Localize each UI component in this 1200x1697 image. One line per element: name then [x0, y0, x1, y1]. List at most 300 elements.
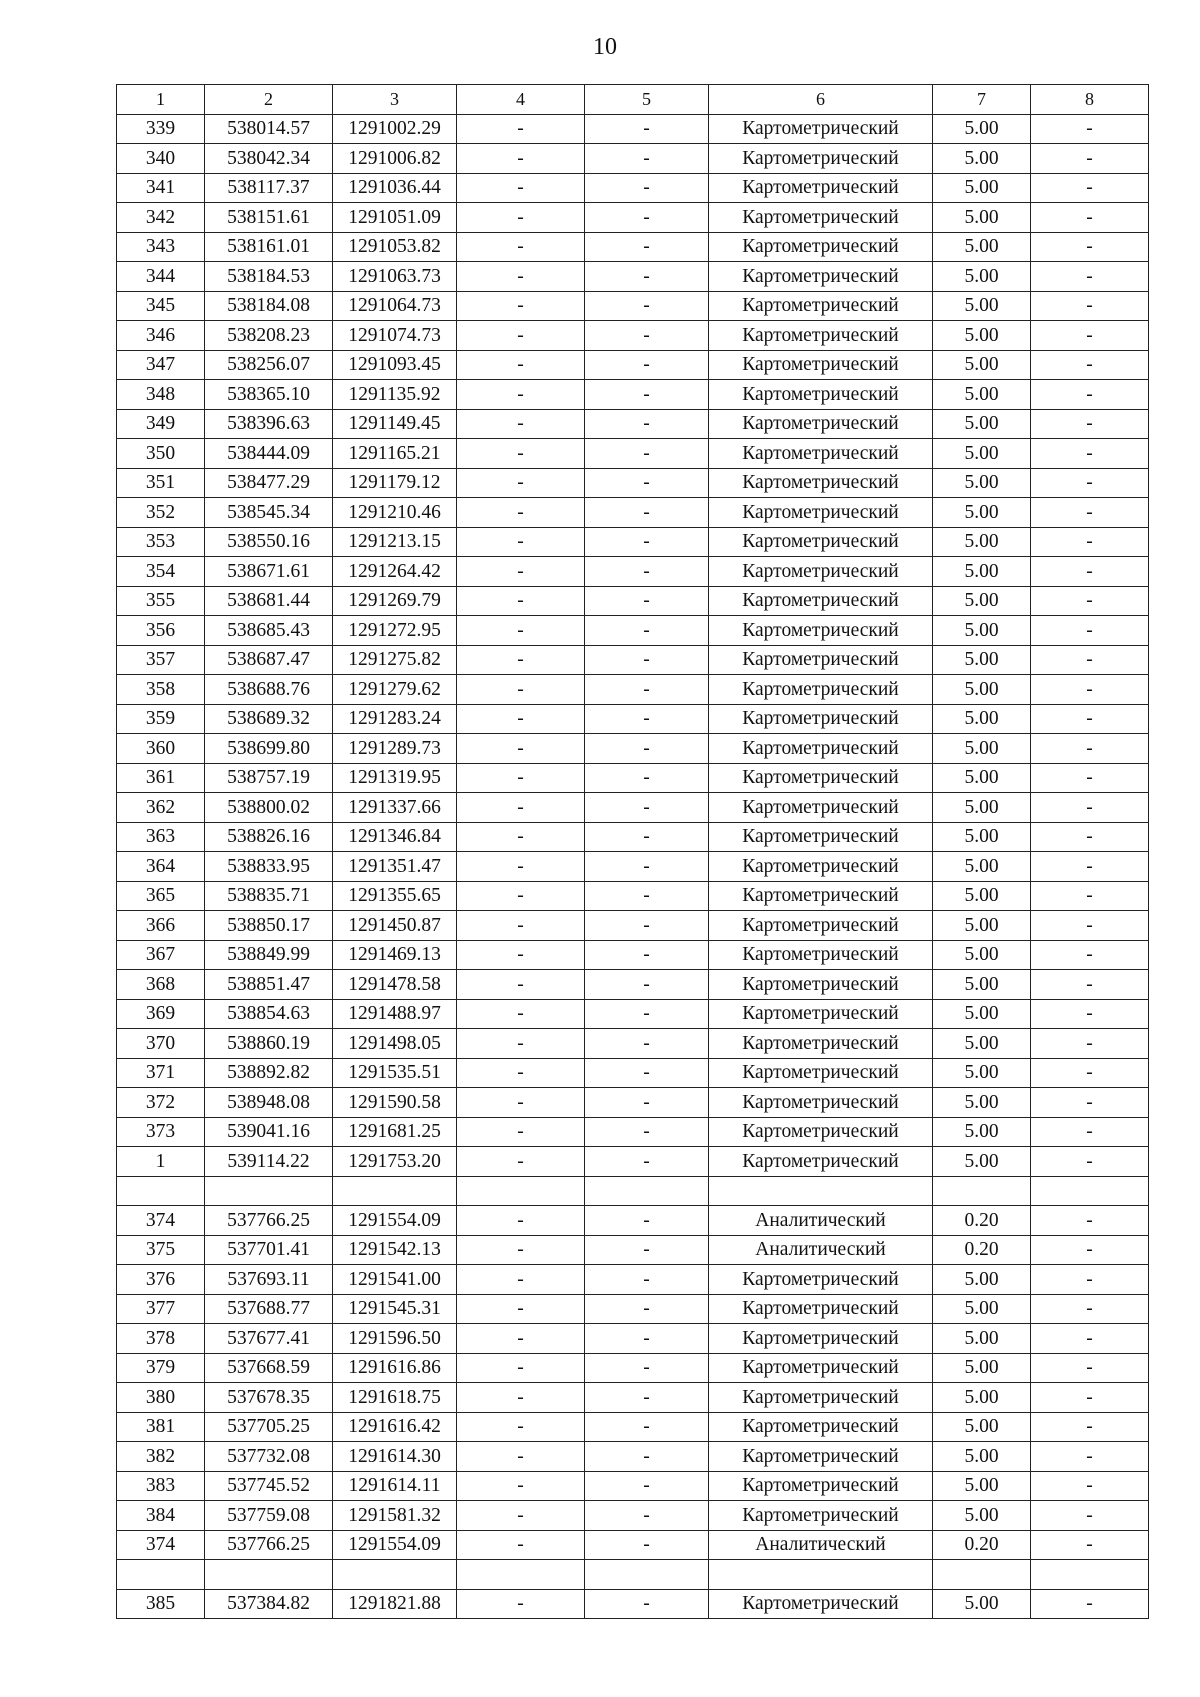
column-header: 8: [1031, 85, 1149, 115]
col8-cell: -: [1031, 1058, 1149, 1088]
accuracy-cell: 5.00: [933, 1147, 1031, 1177]
accuracy-cell: 5.00: [933, 321, 1031, 351]
x-coordinate-cell: 537705.25: [205, 1412, 333, 1442]
y-coordinate-cell: 1291618.75: [333, 1383, 457, 1413]
method-cell: Картометрический: [709, 1589, 933, 1619]
y-coordinate-cell: 1291541.00: [333, 1265, 457, 1295]
col8-cell: -: [1031, 940, 1149, 970]
page-number: 10: [593, 34, 617, 60]
column-header: 3: [333, 85, 457, 115]
table-row: [117, 1294, 1149, 1324]
accuracy-cell: 5.00: [933, 498, 1031, 528]
x-coordinate-cell: 538208.23: [205, 321, 333, 351]
point-number-cell: 374: [117, 1206, 205, 1236]
col4-cell: -: [457, 616, 585, 646]
col4-cell: -: [457, 1117, 585, 1147]
col8-cell: [1031, 1560, 1149, 1590]
accuracy-cell: 5.00: [933, 793, 1031, 823]
method-cell: [709, 1560, 933, 1590]
col4-cell: -: [457, 1147, 585, 1177]
method-cell: Картометрический: [709, 1383, 933, 1413]
y-coordinate-cell: 1291821.88: [333, 1589, 457, 1619]
x-coordinate-cell: 538835.71: [205, 881, 333, 911]
col4-cell: -: [457, 439, 585, 469]
col8-cell: -: [1031, 852, 1149, 882]
col8-cell: -: [1031, 1324, 1149, 1354]
table-row: [117, 439, 1149, 469]
y-coordinate-cell: 1291093.45: [333, 350, 457, 380]
point-number-cell: 348: [117, 380, 205, 410]
accuracy-cell: 5.00: [933, 380, 1031, 410]
col5-cell: -: [585, 675, 709, 705]
accuracy-cell: 5.00: [933, 1088, 1031, 1118]
method-cell: Картометрический: [709, 1442, 933, 1472]
y-coordinate-cell: 1291213.15: [333, 527, 457, 557]
col4-cell: -: [457, 1501, 585, 1531]
x-coordinate-cell: 538184.08: [205, 291, 333, 321]
y-coordinate-cell: 1291616.42: [333, 1412, 457, 1442]
col4-cell: -: [457, 675, 585, 705]
col8-cell: -: [1031, 1353, 1149, 1383]
y-coordinate-cell: 1291289.73: [333, 734, 457, 764]
y-coordinate-cell: 1291596.50: [333, 1324, 457, 1354]
col8-cell: -: [1031, 262, 1149, 292]
col4-cell: -: [457, 763, 585, 793]
x-coordinate-cell: 538151.61: [205, 203, 333, 233]
accuracy-cell: 0.20: [933, 1530, 1031, 1560]
method-cell: Картометрический: [709, 645, 933, 675]
y-coordinate-cell: 1291149.45: [333, 409, 457, 439]
point-number-cell: 339: [117, 114, 205, 144]
method-cell: Картометрический: [709, 675, 933, 705]
column-header: 1: [117, 85, 205, 115]
table-row: [117, 114, 1149, 144]
col8-cell: [1031, 1176, 1149, 1206]
accuracy-cell: 5.00: [933, 763, 1031, 793]
point-number-cell: 345: [117, 291, 205, 321]
method-cell: Картометрический: [709, 350, 933, 380]
point-number-cell: 355: [117, 586, 205, 616]
table-row: [117, 1235, 1149, 1265]
accuracy-cell: 5.00: [933, 616, 1031, 646]
y-coordinate-cell: 1291272.95: [333, 616, 457, 646]
accuracy-cell: 5.00: [933, 527, 1031, 557]
y-coordinate-cell: 1291346.84: [333, 822, 457, 852]
y-coordinate-cell: 1291006.82: [333, 144, 457, 174]
x-coordinate-cell: 538688.76: [205, 675, 333, 705]
table-row: [117, 852, 1149, 882]
method-cell: Картометрический: [709, 291, 933, 321]
table-row: [117, 1117, 1149, 1147]
accuracy-cell: 5.00: [933, 999, 1031, 1029]
col4-cell: -: [457, 144, 585, 174]
col4-cell: -: [457, 1235, 585, 1265]
col4-cell: -: [457, 114, 585, 144]
col4-cell: -: [457, 911, 585, 941]
col8-cell: -: [1031, 1530, 1149, 1560]
table-row: [117, 940, 1149, 970]
table-row: [117, 1471, 1149, 1501]
point-number-cell: 342: [117, 203, 205, 233]
coordinates-table: [116, 84, 1149, 1619]
point-number-cell: 356: [117, 616, 205, 646]
col5-cell: -: [585, 793, 709, 823]
accuracy-cell: 5.00: [933, 144, 1031, 174]
method-cell: Картометрический: [709, 793, 933, 823]
x-coordinate-cell: 538685.43: [205, 616, 333, 646]
point-number-cell: 385: [117, 1589, 205, 1619]
table-row: [117, 409, 1149, 439]
point-number-cell: 376: [117, 1265, 205, 1295]
table-row: [117, 793, 1149, 823]
col5-cell: -: [585, 1324, 709, 1354]
col4-cell: -: [457, 203, 585, 233]
method-cell: Картометрический: [709, 763, 933, 793]
col5-cell: -: [585, 1353, 709, 1383]
col4-cell: -: [457, 1589, 585, 1619]
method-cell: Аналитический: [709, 1530, 933, 1560]
method-cell: Картометрический: [709, 1117, 933, 1147]
col5-cell: -: [585, 1530, 709, 1560]
point-number-cell: 346: [117, 321, 205, 351]
x-coordinate-cell: [205, 1176, 333, 1206]
y-coordinate-cell: 1291542.13: [333, 1235, 457, 1265]
method-cell: Картометрический: [709, 262, 933, 292]
x-coordinate-cell: 538849.99: [205, 940, 333, 970]
x-coordinate-cell: 538117.37: [205, 173, 333, 203]
method-cell: Картометрический: [709, 704, 933, 734]
accuracy-cell: 5.00: [933, 1412, 1031, 1442]
point-number-cell: 360: [117, 734, 205, 764]
point-number-cell: 381: [117, 1412, 205, 1442]
col4-cell: -: [457, 262, 585, 292]
col4-cell: -: [457, 1442, 585, 1472]
x-coordinate-cell: 538042.34: [205, 144, 333, 174]
point-number-cell: 377: [117, 1294, 205, 1324]
col5-cell: -: [585, 1117, 709, 1147]
table-row: [117, 203, 1149, 233]
accuracy-cell: 5.00: [933, 1117, 1031, 1147]
x-coordinate-cell: 538833.95: [205, 852, 333, 882]
y-coordinate-cell: 1291002.29: [333, 114, 457, 144]
col8-cell: -: [1031, 586, 1149, 616]
accuracy-cell: 5.00: [933, 350, 1031, 380]
col8-cell: -: [1031, 675, 1149, 705]
col8-cell: -: [1031, 1383, 1149, 1413]
col4-cell: -: [457, 1206, 585, 1236]
col8-cell: -: [1031, 1412, 1149, 1442]
table-row: [117, 350, 1149, 380]
col4-cell: -: [457, 1294, 585, 1324]
col5-cell: -: [585, 1088, 709, 1118]
col4-cell: -: [457, 468, 585, 498]
y-coordinate-cell: 1291554.09: [333, 1206, 457, 1236]
x-coordinate-cell: 538892.82: [205, 1058, 333, 1088]
method-cell: Картометрический: [709, 439, 933, 469]
point-number-cell: 358: [117, 675, 205, 705]
col4-cell: -: [457, 291, 585, 321]
col4-cell: -: [457, 645, 585, 675]
y-coordinate-cell: 1291614.11: [333, 1471, 457, 1501]
y-coordinate-cell: 1291450.87: [333, 911, 457, 941]
table-row: [117, 675, 1149, 705]
point-number-cell: 373: [117, 1117, 205, 1147]
col8-cell: -: [1031, 380, 1149, 410]
x-coordinate-cell: 537677.41: [205, 1324, 333, 1354]
y-coordinate-cell: 1291469.13: [333, 940, 457, 970]
y-coordinate-cell: 1291135.92: [333, 380, 457, 410]
point-number-cell: 352: [117, 498, 205, 528]
y-coordinate-cell: 1291279.62: [333, 675, 457, 705]
col4-cell: -: [457, 527, 585, 557]
col5-cell: -: [585, 822, 709, 852]
point-number-cell: 365: [117, 881, 205, 911]
col5-cell: -: [585, 527, 709, 557]
accuracy-cell: 5.00: [933, 1029, 1031, 1059]
col8-cell: -: [1031, 439, 1149, 469]
point-number-cell: 357: [117, 645, 205, 675]
y-coordinate-cell: 1291165.21: [333, 439, 457, 469]
col5-cell: -: [585, 291, 709, 321]
table-row: [117, 144, 1149, 174]
x-coordinate-cell: 538800.02: [205, 793, 333, 823]
method-cell: Картометрический: [709, 1501, 933, 1531]
accuracy-cell: 5.00: [933, 262, 1031, 292]
accuracy-cell: 5.00: [933, 114, 1031, 144]
point-number-cell: 343: [117, 232, 205, 262]
accuracy-cell: 5.00: [933, 1501, 1031, 1531]
y-coordinate-cell: 1291614.30: [333, 1442, 457, 1472]
y-coordinate-cell: 1291351.47: [333, 852, 457, 882]
x-coordinate-cell: 538365.10: [205, 380, 333, 410]
col5-cell: -: [585, 911, 709, 941]
col4-cell: -: [457, 1383, 585, 1413]
table-row: [117, 734, 1149, 764]
point-number-cell: 1: [117, 1147, 205, 1177]
method-cell: Аналитический: [709, 1235, 933, 1265]
table-row: [117, 1088, 1149, 1118]
col5-cell: -: [585, 350, 709, 380]
point-number-cell: 367: [117, 940, 205, 970]
table-row: [117, 468, 1149, 498]
table-row: [117, 999, 1149, 1029]
point-number-cell: 370: [117, 1029, 205, 1059]
col5-cell: -: [585, 881, 709, 911]
col5-cell: -: [585, 1265, 709, 1295]
col8-cell: -: [1031, 822, 1149, 852]
method-cell: Картометрический: [709, 1353, 933, 1383]
table-row: [117, 1412, 1149, 1442]
x-coordinate-cell: 537745.52: [205, 1471, 333, 1501]
col5-cell: -: [585, 380, 709, 410]
col5-cell: -: [585, 852, 709, 882]
accuracy-cell: 5.00: [933, 232, 1031, 262]
col4-cell: -: [457, 1412, 585, 1442]
point-number-cell: 374: [117, 1530, 205, 1560]
col8-cell: -: [1031, 1471, 1149, 1501]
x-coordinate-cell: 538550.16: [205, 527, 333, 557]
x-coordinate-cell: 538396.63: [205, 409, 333, 439]
table-row: [117, 645, 1149, 675]
col8-cell: -: [1031, 1206, 1149, 1236]
method-cell: Картометрический: [709, 1412, 933, 1442]
col8-cell: -: [1031, 498, 1149, 528]
col4-cell: -: [457, 734, 585, 764]
point-number-cell: 350: [117, 439, 205, 469]
accuracy-cell: 5.00: [933, 557, 1031, 587]
x-coordinate-cell: 537759.08: [205, 1501, 333, 1531]
col8-cell: -: [1031, 1294, 1149, 1324]
col5-cell: -: [585, 144, 709, 174]
point-number-cell: 364: [117, 852, 205, 882]
col8-cell: -: [1031, 173, 1149, 203]
col4-cell: -: [457, 704, 585, 734]
accuracy-cell: 5.00: [933, 1353, 1031, 1383]
column-header: 7: [933, 85, 1031, 115]
x-coordinate-cell: 537384.82: [205, 1589, 333, 1619]
col8-cell: -: [1031, 321, 1149, 351]
col4-cell: -: [457, 409, 585, 439]
y-coordinate-cell: 1291554.09: [333, 1530, 457, 1560]
col4-cell: -: [457, 380, 585, 410]
col4-cell: -: [457, 232, 585, 262]
point-number-cell: 351: [117, 468, 205, 498]
table-row: [117, 557, 1149, 587]
x-coordinate-cell: 538851.47: [205, 970, 333, 1000]
col5-cell: -: [585, 1235, 709, 1265]
column-header: 5: [585, 85, 709, 115]
col5-cell: -: [585, 262, 709, 292]
method-cell: Картометрический: [709, 1058, 933, 1088]
method-cell: Картометрический: [709, 114, 933, 144]
point-number-cell: 371: [117, 1058, 205, 1088]
col5-cell: -: [585, 704, 709, 734]
col8-cell: -: [1031, 704, 1149, 734]
col8-cell: -: [1031, 1147, 1149, 1177]
col8-cell: -: [1031, 232, 1149, 262]
table-row: [117, 380, 1149, 410]
col8-cell: -: [1031, 291, 1149, 321]
point-number-cell: 368: [117, 970, 205, 1000]
col4-cell: -: [457, 793, 585, 823]
col5-cell: -: [585, 1294, 709, 1324]
table-row: [117, 1029, 1149, 1059]
col5-cell: -: [585, 173, 709, 203]
table-row: [117, 1265, 1149, 1295]
point-number-cell: 378: [117, 1324, 205, 1354]
accuracy-cell: [933, 1176, 1031, 1206]
table-row: [117, 1383, 1149, 1413]
table-row: [117, 498, 1149, 528]
col5-cell: -: [585, 409, 709, 439]
x-coordinate-cell: 537732.08: [205, 1442, 333, 1472]
x-coordinate-cell: 537688.77: [205, 1294, 333, 1324]
method-cell: Картометрический: [709, 557, 933, 587]
col5-cell: -: [585, 1471, 709, 1501]
x-coordinate-cell: 537668.59: [205, 1353, 333, 1383]
accuracy-cell: 5.00: [933, 1324, 1031, 1354]
table-row: [117, 321, 1149, 351]
y-coordinate-cell: 1291053.82: [333, 232, 457, 262]
point-number-cell: 363: [117, 822, 205, 852]
accuracy-cell: 0.20: [933, 1206, 1031, 1236]
y-coordinate-cell: 1291681.25: [333, 1117, 457, 1147]
col8-cell: -: [1031, 911, 1149, 941]
x-coordinate-cell: 538948.08: [205, 1088, 333, 1118]
y-coordinate-cell: 1291498.05: [333, 1029, 457, 1059]
col8-cell: -: [1031, 645, 1149, 675]
col4-cell: -: [457, 999, 585, 1029]
method-cell: Картометрический: [709, 203, 933, 233]
accuracy-cell: 5.00: [933, 911, 1031, 941]
point-number-cell: 362: [117, 793, 205, 823]
col8-cell: -: [1031, 114, 1149, 144]
point-number-cell: 383: [117, 1471, 205, 1501]
point-number-cell: 340: [117, 144, 205, 174]
point-number-cell: 380: [117, 1383, 205, 1413]
method-cell: Картометрический: [709, 1147, 933, 1177]
point-number-cell: 369: [117, 999, 205, 1029]
accuracy-cell: 5.00: [933, 940, 1031, 970]
method-cell: Картометрический: [709, 586, 933, 616]
table-row: [117, 763, 1149, 793]
table-row: [117, 704, 1149, 734]
y-coordinate-cell: 1291535.51: [333, 1058, 457, 1088]
x-coordinate-cell: 538545.34: [205, 498, 333, 528]
col8-cell: -: [1031, 409, 1149, 439]
col8-cell: -: [1031, 527, 1149, 557]
col5-cell: -: [585, 1029, 709, 1059]
accuracy-cell: 5.00: [933, 675, 1031, 705]
method-cell: Картометрический: [709, 1088, 933, 1118]
point-number-cell: 379: [117, 1353, 205, 1383]
col8-cell: -: [1031, 1235, 1149, 1265]
col4-cell: -: [457, 1029, 585, 1059]
x-coordinate-cell: 538689.32: [205, 704, 333, 734]
method-cell: Картометрический: [709, 911, 933, 941]
col5-cell: [585, 1176, 709, 1206]
col4-cell: -: [457, 881, 585, 911]
table-row: [117, 1324, 1149, 1354]
table-row: [117, 173, 1149, 203]
method-cell: Картометрический: [709, 232, 933, 262]
column-header: 4: [457, 85, 585, 115]
method-cell: Аналитический: [709, 1206, 933, 1236]
table-row: [117, 1442, 1149, 1472]
y-coordinate-cell: 1291616.86: [333, 1353, 457, 1383]
y-coordinate-cell: 1291275.82: [333, 645, 457, 675]
col5-cell: -: [585, 1442, 709, 1472]
method-cell: Картометрический: [709, 527, 933, 557]
point-number-cell: 359: [117, 704, 205, 734]
accuracy-cell: 5.00: [933, 1265, 1031, 1295]
method-cell: Картометрический: [709, 970, 933, 1000]
y-coordinate-cell: 1291179.12: [333, 468, 457, 498]
point-number-cell: 354: [117, 557, 205, 587]
col5-cell: -: [585, 616, 709, 646]
col5-cell: [585, 1560, 709, 1590]
x-coordinate-cell: 538671.61: [205, 557, 333, 587]
point-number-cell: [117, 1176, 205, 1206]
y-coordinate-cell: 1291545.31: [333, 1294, 457, 1324]
col8-cell: -: [1031, 1442, 1149, 1472]
point-number-cell: 347: [117, 350, 205, 380]
accuracy-cell: 5.00: [933, 291, 1031, 321]
col8-cell: -: [1031, 350, 1149, 380]
accuracy-cell: 5.00: [933, 645, 1031, 675]
col4-cell: -: [457, 1265, 585, 1295]
x-coordinate-cell: 538184.53: [205, 262, 333, 292]
